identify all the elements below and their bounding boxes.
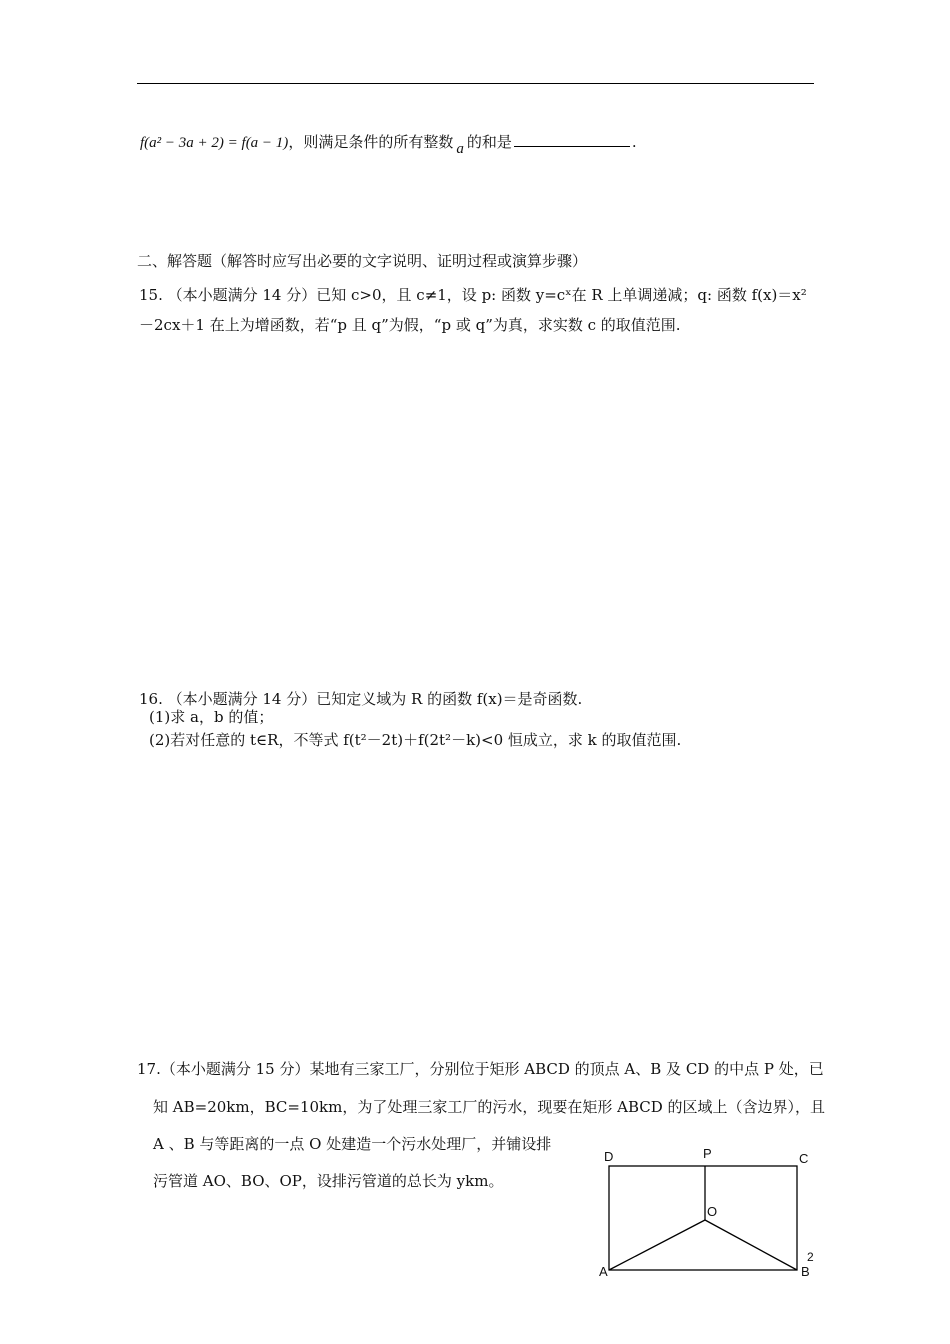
q16-part2: (2)若对任意的 t∈R，不等式 f(t²－2t)＋f(2t²－k)<0 恒成立，求 k 的取值范围. <box>149 731 682 749</box>
q14-text-a: ，则满足条件的所有整数 <box>288 133 454 151</box>
section2-heading: 二、解答题（解答时应写出必要的文字说明、证明过程或演算步骤） <box>137 252 588 270</box>
q15-line2: －2cx＋1 在上为增函数，若“p 且 q”为假，“p 或 q”为真，求实数 c 的取值范围. <box>139 316 681 334</box>
label-p: P <box>703 1146 712 1161</box>
q16-part1: (1)求 a，b 的值； <box>149 708 274 726</box>
q14-var-a: a <box>456 141 464 157</box>
label-o: O <box>707 1204 718 1219</box>
header-rule <box>137 83 814 84</box>
label-c: C <box>799 1151 809 1166</box>
label-a: A <box>599 1264 608 1279</box>
label-d: D <box>604 1149 614 1164</box>
q14-formula: f(a² − 3a + 2) = f(a − 1) <box>140 135 289 151</box>
q17-line4: 污管道 AO、BO、OP，设排污管道的总长为 ykm。 <box>153 1172 504 1190</box>
rectangle-diagram <box>590 1140 830 1290</box>
answer-blank <box>514 132 630 147</box>
q14-tail-line <box>140 131 637 157</box>
q14-end: . <box>631 133 637 151</box>
q17-line1: 17.（本小题满分 15 分）某地有三家工厂，分别位于矩形 ABCD 的顶点 A、B 及 CD 的中点 P 处，已 <box>137 1060 824 1078</box>
page-number: 2 <box>807 1250 814 1264</box>
pipe-ao <box>609 1220 705 1270</box>
pipe-bo <box>705 1220 797 1270</box>
q17-line3: A 、B 与等距离的一点 O 处建造一个污水处理厂，并铺设排 <box>153 1135 552 1153</box>
q17-line2: 知 AB=20km，BC=10km，为了处理三家工厂的污水，现要在矩形 ABCD 的区域上（含边界），且 <box>153 1098 826 1116</box>
label-b: B <box>801 1264 810 1279</box>
q16-line1: 16. （本小题满分 14 分）已知定义域为 R 的函数 f(x)＝是奇函数. <box>139 690 583 708</box>
q15-line1: 15. （本小题满分 14 分）已知 c>0，且 c≠1，设 p: 函数 y=cˣ在 R 上单调递减；q: 函数 f(x)＝x² <box>139 286 807 304</box>
q14-text-b: 的和是 <box>466 133 512 151</box>
